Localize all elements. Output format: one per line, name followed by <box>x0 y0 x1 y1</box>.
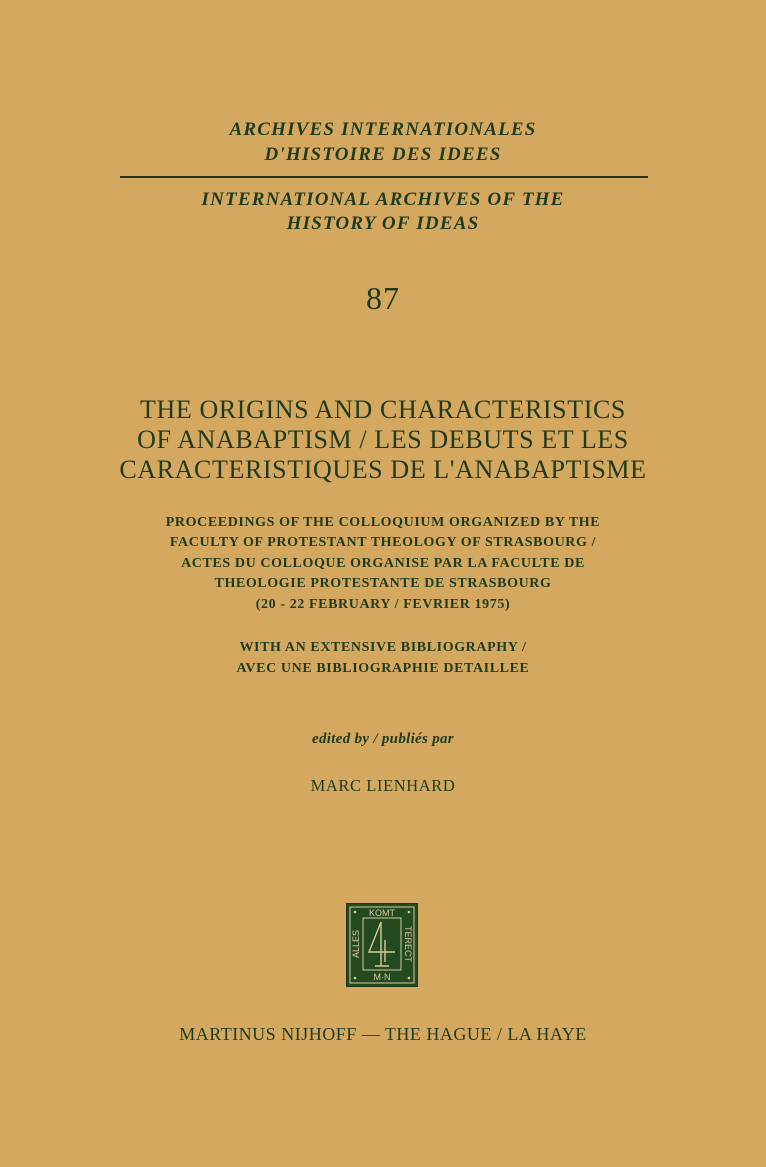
series-title-english-line-1: INTERNATIONAL ARCHIVES OF THE <box>201 189 565 210</box>
subtitle-line-1: PROCEEDINGS OF THE COLLOQUIUM ORGANIZED BY THE <box>165 515 601 530</box>
subtitle-line-5: (20 - 22 FEBRUARY / FEVRIER 1975) <box>255 597 511 612</box>
series-title-english-line-2: HISTORY OF IDEAS <box>286 213 480 234</box>
bibliography-line-1: WITH AN EXTENSIVE BIBLIOGRAPHY / <box>239 640 527 655</box>
series-title-french-line-2: D'HISTOIRE DES IDEES <box>264 144 502 165</box>
svg-text:KOMT: KOMT <box>369 908 395 918</box>
svg-text:TERECT: TERECT <box>403 926 413 962</box>
subtitle-line-4: THEOLOGIE PROTESTANTE DE STRASBOURG <box>214 576 552 591</box>
series-divider <box>120 176 648 178</box>
title-line-1: THE ORIGINS AND CHARACTERISTICS <box>140 395 626 424</box>
edited-by-label: edited by / publiés par <box>312 731 454 747</box>
subtitle-line-3: ACTES DU COLLOQUE ORGANISE PAR LA FACULTE DE <box>181 556 585 571</box>
bibliography-line-2: AVEC UNE BIBLIOGRAPHIE DETAILLEE <box>236 661 530 676</box>
publisher-imprint: MARTINUS NIJHOFF — THE HAGUE / LA HAYE <box>179 1024 587 1044</box>
subtitle-line-2: FACULTY OF PROTESTANT THEOLOGY OF STRASBOURG / <box>169 535 597 550</box>
svg-text:ALLES: ALLES <box>351 929 361 959</box>
editor-name: MARC LIENHARD <box>310 776 456 795</box>
svg-text:M·N: M·N <box>373 972 391 982</box>
series-title-french-line-1: ARCHIVES INTERNATIONALES <box>229 119 537 140</box>
volume-number: 87 <box>366 280 400 316</box>
title-line-2: OF ANABAPTISM / LES DEBUTS ET LES <box>137 425 629 454</box>
title-line-3: CARACTERISTIQUES DE L'ANABAPTISME <box>119 455 647 484</box>
publisher-emblem-icon <box>346 903 418 987</box>
